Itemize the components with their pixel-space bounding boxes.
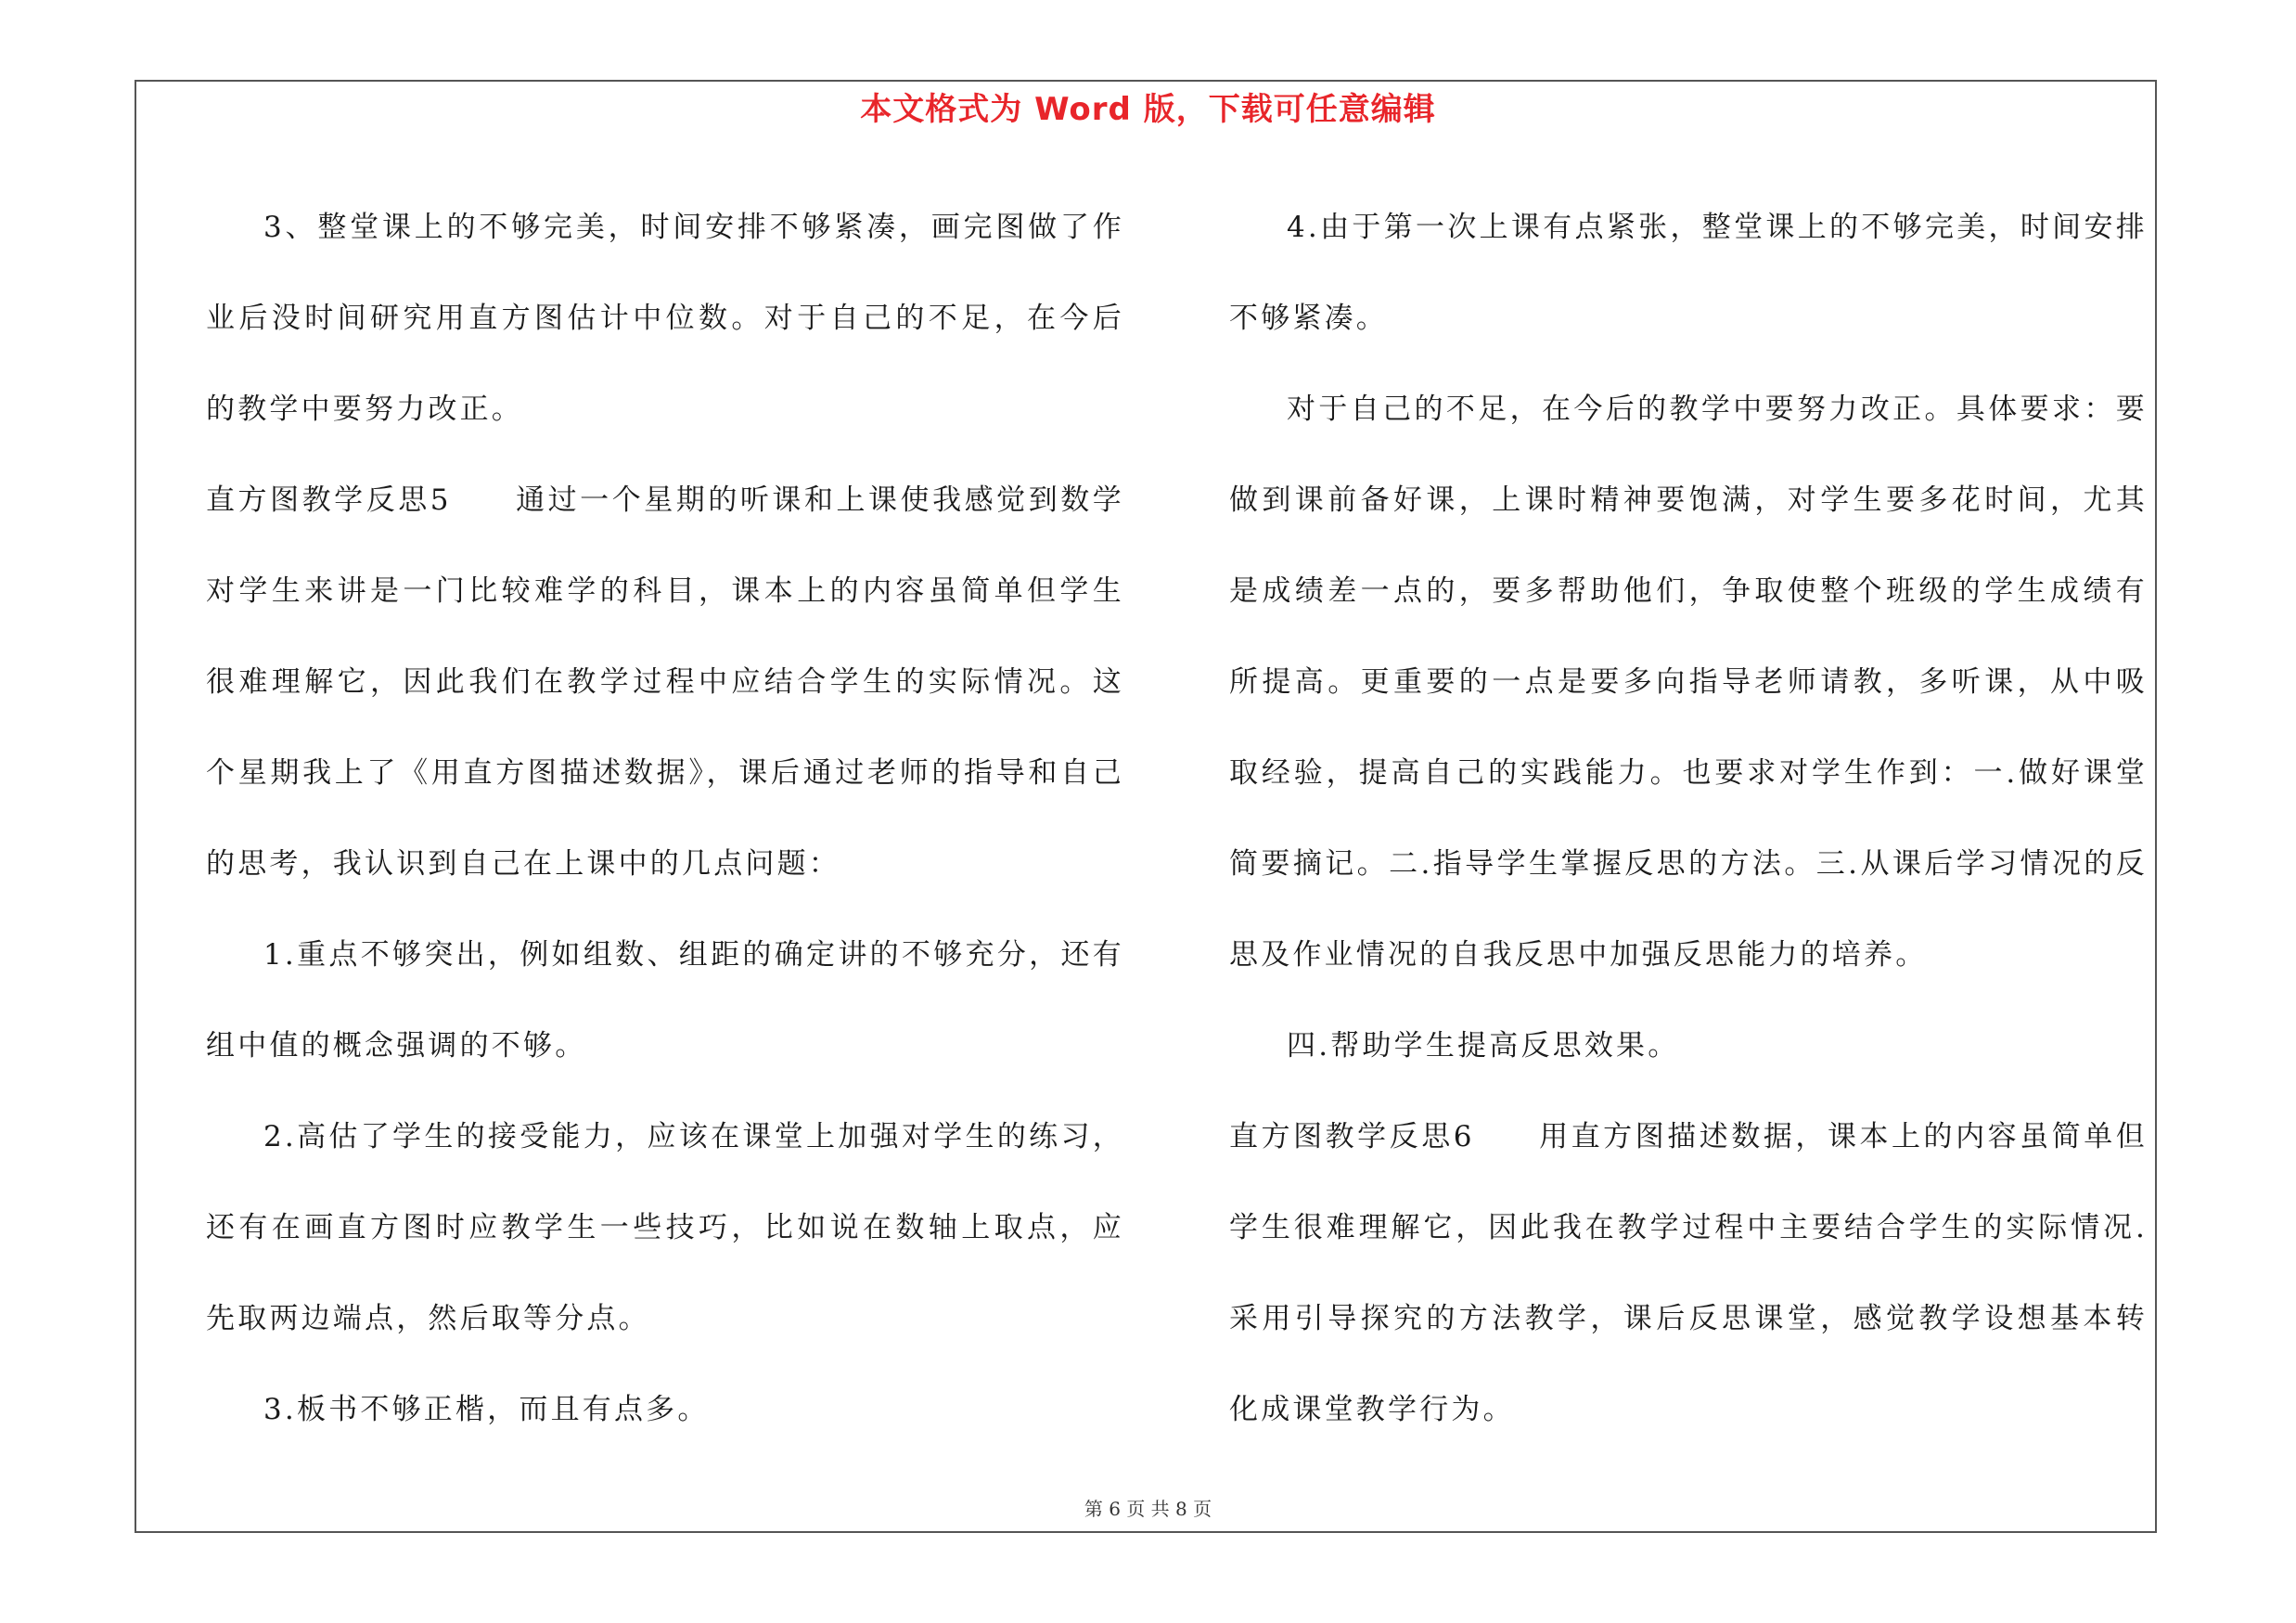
paragraph: 3.板书不够正楷，而且有点多。 (263, 1393, 710, 1426)
paragraph: 直方图教学反思6 用直方图描述数据，课本上的内容虽简单但学生很难理解它，因此我在教学过程中主要结合学生的实际情况.采用引导探究的方法教学，课后反思课堂，感觉教学设想基本转化成课堂教学行为。 (1229, 1120, 2148, 1426)
page-number-footer: 第 6 页 共 8 页 (1084, 1498, 1212, 1520)
format-notice-banner: 本文格式为 Word 版，下载可任意编辑 (860, 91, 1436, 128)
right-column (1229, 182, 2148, 1455)
paragraph: 对于自己的不足，在今后的教学中要努力改正。具体要求：要做到课前备好课，上课时精神要饱满，对学生要多花时间，尤其是成绩差一点的，要多帮助他们，争取使整个班级的学生成绩有所提高。更重要的一点是要多向指导老师请教，多听课，从中吸取经验，提高自己的实践能力。也要求对学生作到：一.做好课堂简要摘记。二.指导学生掌握反思的方法。三.从课后学习情况的反思及作业情况的自我反思中加强反思能力的培养。 (1229, 393, 2148, 972)
paragraph: 3、整堂课上的不够完美，时间安排不够紧凑，画完图做了作业后没时间研究用直方图估计中位数。对于自己的不足，在今后的教学中要努力改正。 (206, 211, 1124, 426)
paragraph: 四.帮助学生提高反思效果。 (1287, 1029, 1680, 1063)
paragraph: 4.由于第一次上课有点紧张，整堂课上的不够完美，时间安排不够紧凑。 (1229, 211, 2148, 335)
paragraph: 1.重点不够突出，例如组数、组距的确定讲的不够充分，还有组中值的概念强调的不够。 (206, 938, 1124, 1063)
left-column (206, 182, 1124, 1455)
paragraph: 2.高估了学生的接受能力，应该在课堂上加强对学生的练习，还有在画直方图时应教学生一些技巧，比如说在数轴上取点，应先取两边端点，然后取等分点。 (206, 1120, 1124, 1335)
paragraph: 直方图教学反思5 通过一个星期的听课和上课使我感觉到数学对学生来讲是一门比较难学的科目，课本上的内容虽简单但学生很难理解它，因此我们在教学过程中应结合学生的实际情况。这个星期我上了《用直方图描述数据》，课后通过老师的指导和自己的思考，我认识到自己在上课中的几点问题： (206, 483, 1124, 881)
